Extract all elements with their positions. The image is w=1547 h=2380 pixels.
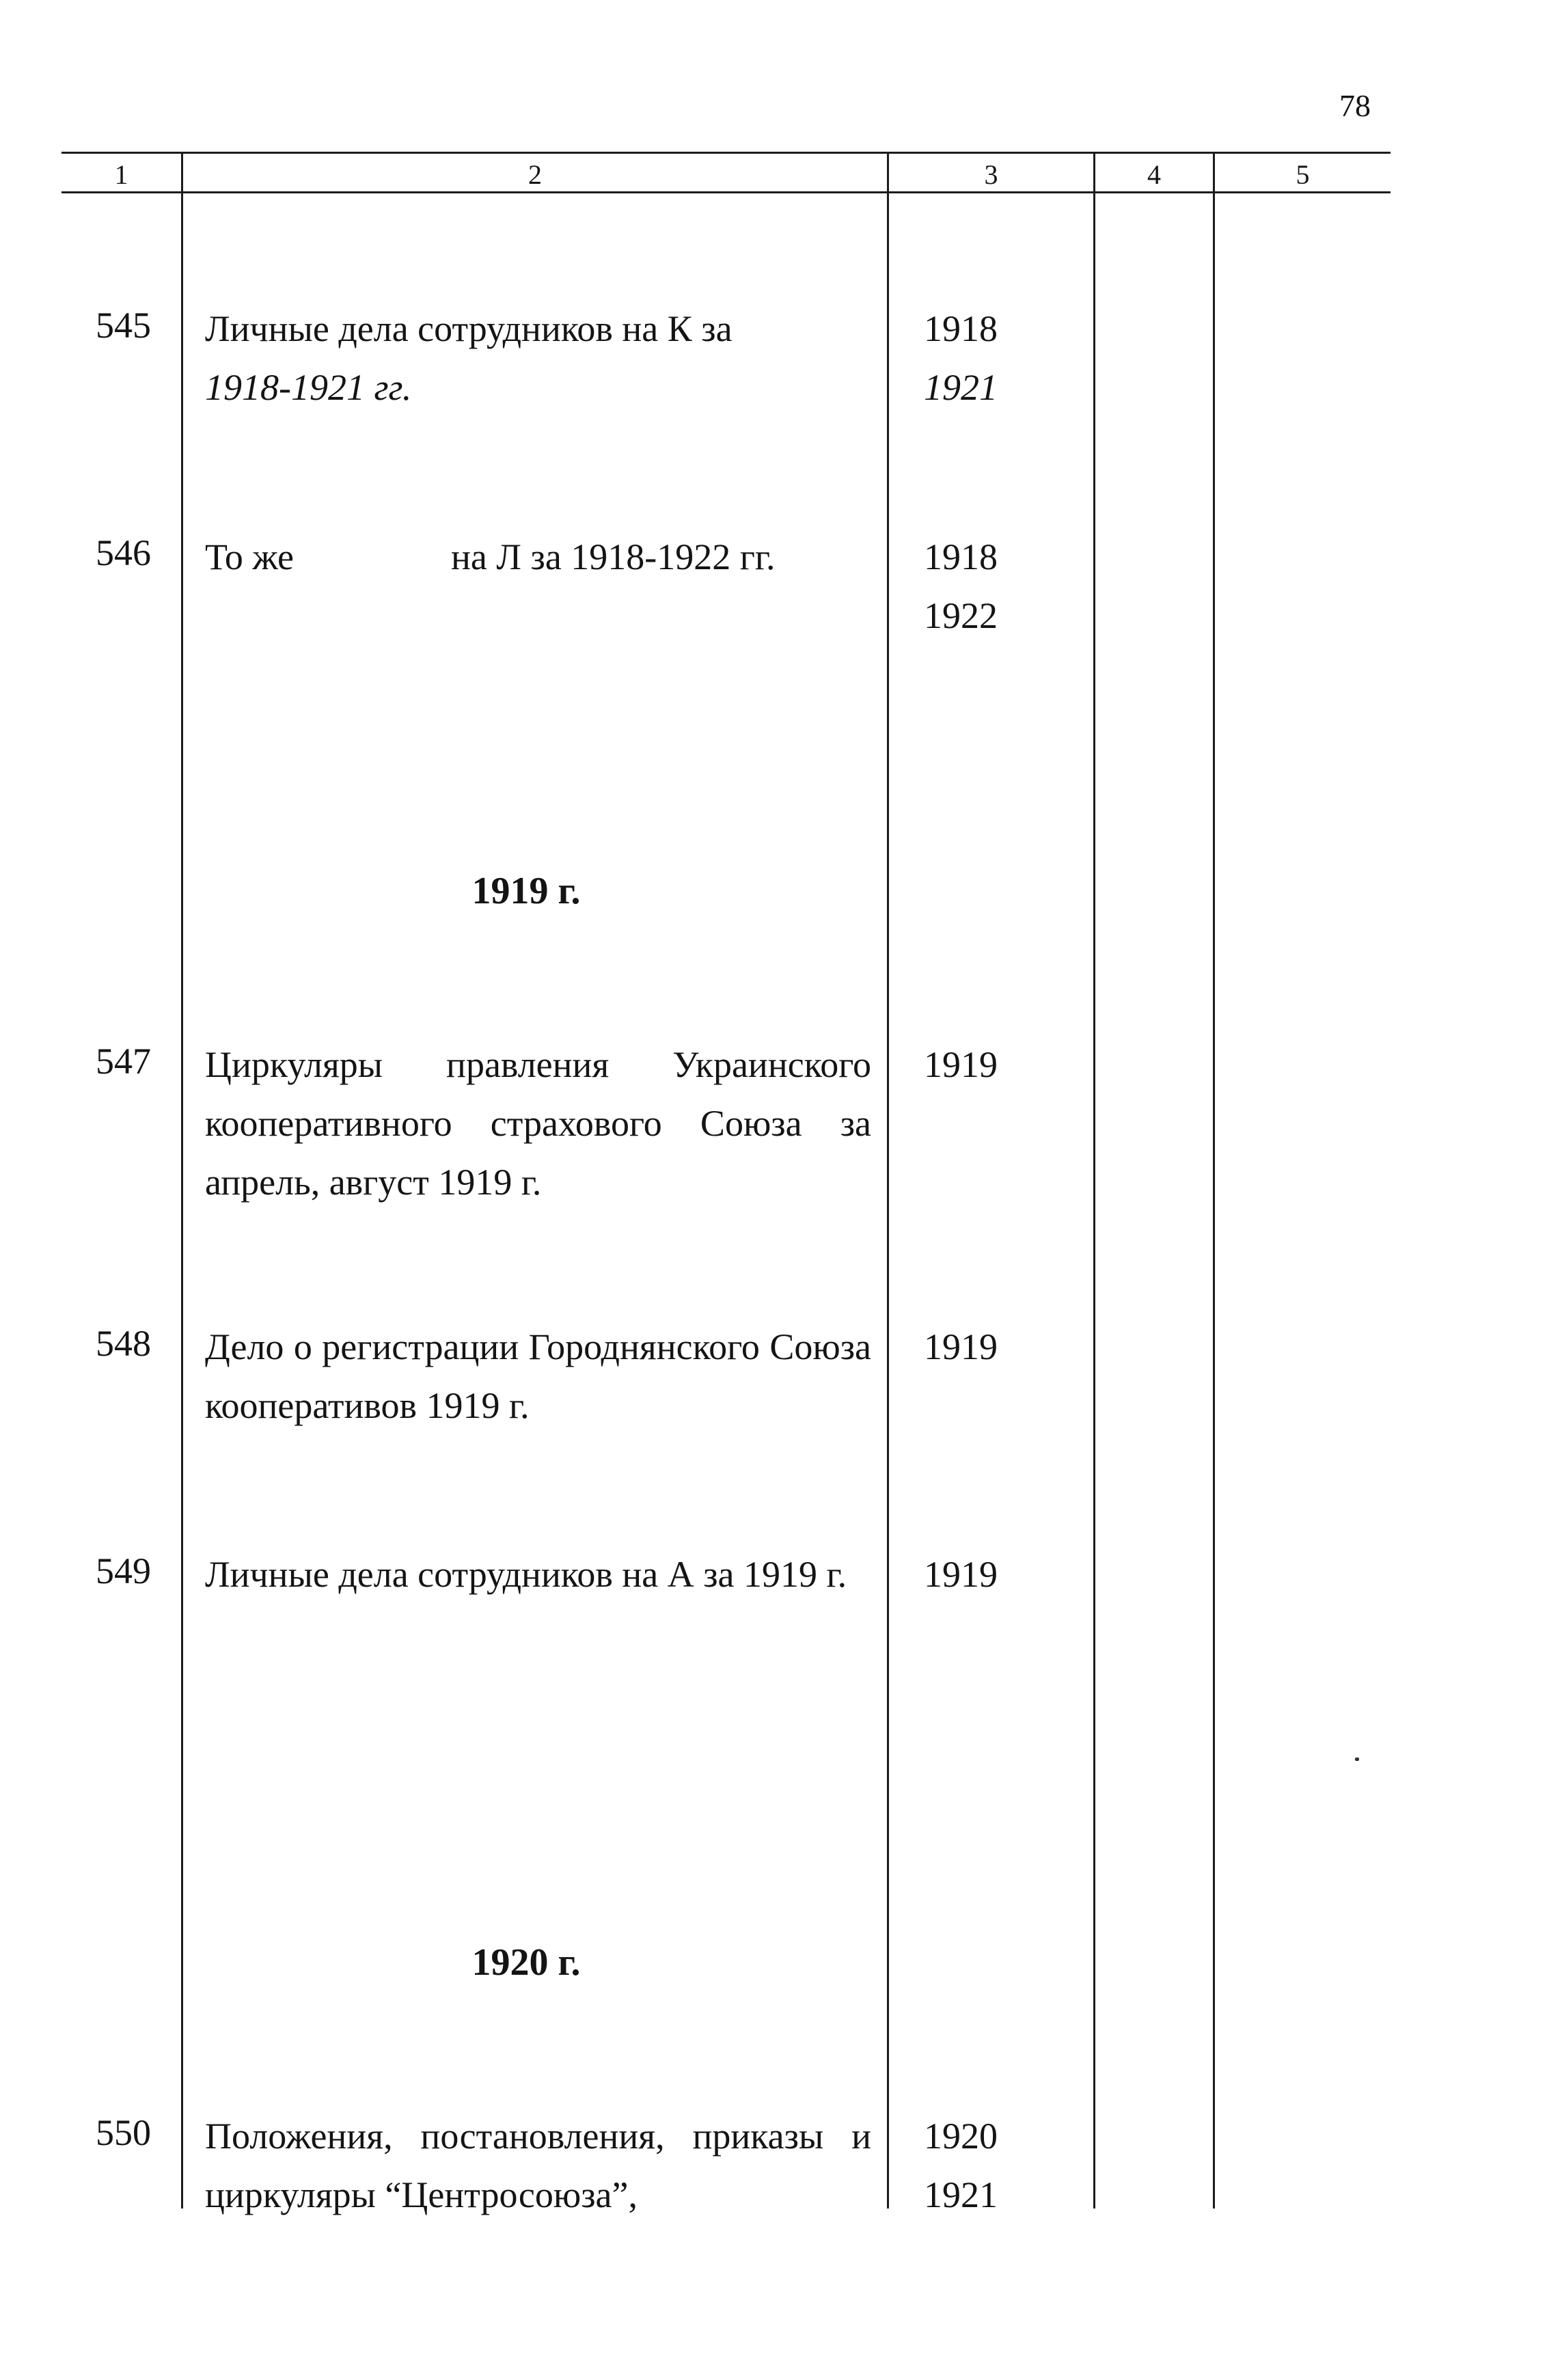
entry-text: Положения, постановления, приказы и циркуляры “Центросоюза”,	[205, 2116, 871, 2215]
section-heading-1919: 1919 г.	[471, 870, 581, 912]
entry-number: 548	[96, 1323, 151, 1364]
header-bottom-rule	[61, 191, 1391, 193]
year-to: 1921	[924, 367, 998, 408]
column-divider	[1093, 152, 1095, 2208]
entry-text: Дело о регистрации Городнянского Союза кооперативов 1919 г.	[205, 1326, 871, 1426]
entry-number: 547	[96, 1041, 151, 1082]
header-col-4: 4	[1147, 159, 1161, 190]
header-col-1: 1	[114, 159, 128, 190]
column-divider	[181, 152, 183, 2208]
entry-number: 549	[96, 1550, 151, 1591]
scan-speck	[1355, 1757, 1359, 1761]
page-number: 78	[1339, 88, 1371, 123]
entry-years	[924, 1035, 998, 1094]
entry-text-line: 1918-1921 гг.	[205, 367, 412, 408]
year-to: 1922	[924, 595, 998, 636]
header-col-3: 3	[984, 159, 998, 190]
entry-number: 546	[96, 532, 151, 573]
entry-text: Личные дела сотрудников на А за 1919 г.	[205, 1554, 847, 1595]
entry-text: Циркуляры правления Украинского кооперативного страхового Союза за апрель, август 1919 г.	[205, 1044, 871, 1203]
entry-text	[205, 528, 871, 586]
entry-years	[924, 1317, 998, 1376]
year-from: 1919	[924, 1554, 998, 1595]
entry-text-part: на Л за 1918-1922 гг.	[451, 536, 776, 577]
entry-number: 545	[96, 305, 151, 346]
entry-text	[205, 299, 871, 417]
year-from: 1918	[924, 536, 998, 577]
column-divider	[1213, 152, 1215, 2208]
column-divider	[887, 152, 889, 2208]
entry-years	[924, 2107, 998, 2224]
header-top-rule	[61, 152, 1391, 154]
year-from: 1919	[924, 1326, 998, 1367]
year-from: 1920	[924, 2116, 998, 2157]
year-from: 1918	[924, 308, 998, 349]
header-col-2: 2	[528, 159, 542, 190]
header-col-5: 5	[1296, 159, 1310, 190]
entry-years	[924, 528, 998, 645]
section-heading-1920: 1920 г.	[471, 1941, 581, 1984]
year-from: 1919	[924, 1044, 998, 1085]
entry-years	[924, 1545, 998, 1604]
entry-text-part: То же	[205, 536, 294, 577]
entry-number: 550	[96, 2112, 151, 2153]
entry-text-line: Личные дела сотрудников на К за	[205, 308, 733, 349]
entry-years	[924, 299, 998, 417]
year-to: 1921	[924, 2174, 998, 2215]
